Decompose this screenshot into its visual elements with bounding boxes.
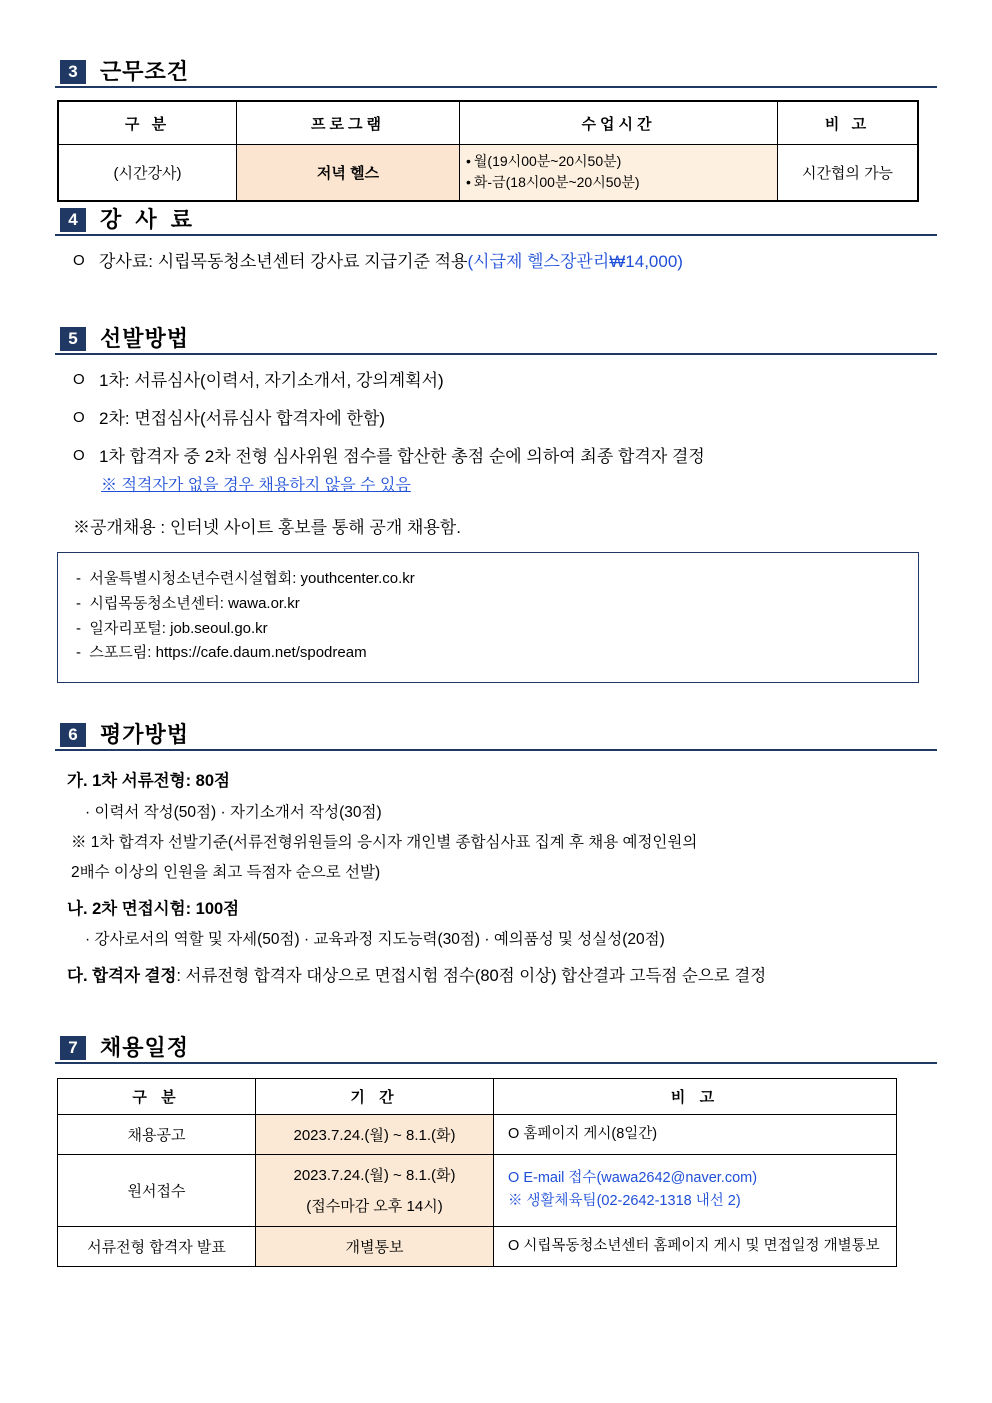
list-item <box>73 250 937 274</box>
table-row <box>58 145 918 201</box>
cell-remark <box>494 1114 897 1154</box>
section-number: 6 <box>60 723 86 747</box>
selection-list <box>55 369 937 497</box>
site-line: - 스포드림: https://cafe.daum.net/spodream <box>76 644 367 662</box>
table-header-row <box>58 1078 897 1114</box>
site-line: - 일자리포털: job.seoul.go.kr <box>76 619 268 637</box>
fee-list <box>55 250 937 274</box>
eval-a-note-1: ※ 1차 합격자 선발기준(서류전형위원들의 응시자 개인별 종합심사표 집계 후 채용 예정인원의 <box>71 833 698 851</box>
eval-a-note-2: 2배수 이상의 인원을 최고 득점자 순으로 선발) <box>71 863 381 881</box>
col-remark: 비 고 <box>494 1078 897 1114</box>
table-row <box>58 1154 897 1226</box>
cell-period <box>256 1154 494 1226</box>
section-number: 5 <box>60 327 86 351</box>
cell-period: 개별통보 <box>256 1226 494 1266</box>
fee-text: 강사료: 시립목동청소년센터 강사료 지급기준 적용 <box>99 251 468 271</box>
section-title: 선발방법 <box>100 326 190 352</box>
cell-division: 서류전형 합격자 발표 <box>58 1226 256 1266</box>
col-remark: 비 고 <box>778 101 919 145</box>
eval-b-sub: · 강사로서의 역할 및 자세(50점) · 교육과정 지도능력(30점) · 예의품성 및 성실성(20점) <box>85 931 665 949</box>
public-recruit-note: ※공개채용 : 인터넷 사이트 홍보를 통해 공개 채용함. <box>73 518 461 538</box>
selection-item-text: 1차 합격자 중 2차 전형 심사위원 점수를 합산한 총점 순에 의하여 최종 합격자 결정 <box>99 446 705 466</box>
work-conditions-table <box>57 100 919 202</box>
cell-division: (시간강사) <box>58 145 237 201</box>
eval-c <box>67 964 937 990</box>
schedule-table <box>57 1078 897 1267</box>
section-header-fee <box>55 208 937 236</box>
fee-text-blue: (시급제 헬스장관리₩14,000) <box>467 251 683 271</box>
cell-remark <box>494 1154 897 1226</box>
class-time-line-1: • 월(19시00분~20시50분) <box>466 151 771 172</box>
section-title: 평가방법 <box>100 722 190 748</box>
section-header-work <box>55 60 937 88</box>
section-number: 4 <box>60 208 86 232</box>
eval-a-sub: · 이력서 작성(50점) · 자기소개서 작성(30점) <box>85 803 382 821</box>
table-row <box>58 1226 897 1266</box>
remark-line: O 홈페이지 게시(8일간) <box>508 1126 657 1142</box>
recruit-sites-box <box>57 552 919 683</box>
site-line: - 시립목동청소년센터: wawa.or.kr <box>76 594 300 612</box>
col-period: 기 간 <box>256 1078 494 1114</box>
table-row <box>58 1114 897 1154</box>
cell-program: 저녁 헬스 <box>237 145 460 201</box>
eval-a-label: 가. 1차 서류전형: 80점 <box>67 772 230 791</box>
remark-line-email: O E-mail 접수(wawa2642@naver.com) <box>508 1167 890 1190</box>
remark-line: O 시립목동청소년센터 홈페이지 게시 및 면접일정 개별통보 <box>508 1238 880 1254</box>
section-number: 3 <box>60 60 86 84</box>
section-header-schedule <box>55 1036 937 1064</box>
section-number: 7 <box>60 1036 86 1060</box>
col-program: 프로그램 <box>237 101 460 145</box>
list-item: O 1차: 서류심사(이력서, 자기소개서, 강의계획서) <box>73 369 937 393</box>
col-division: 구 분 <box>58 1078 256 1114</box>
col-class-time: 수업시간 <box>460 101 778 145</box>
class-time-line-2: • 화-금(18시00분~20시50분) <box>466 172 771 193</box>
cell-period: 2023.7.24.(월) ~ 8.1.(화) <box>256 1114 494 1154</box>
list-item <box>73 445 937 497</box>
site-line: - 서울특별시청소년수련시설협회: youthcenter.co.kr <box>76 570 415 588</box>
cell-remark: 시간협의 가능 <box>778 145 919 201</box>
col-division: 구 분 <box>58 101 237 145</box>
section-title: 채용일정 <box>100 1034 190 1060</box>
table-header-row <box>58 101 918 145</box>
evaluation-block <box>67 769 937 990</box>
remark-line-phone: ※ 생활체육팀(02-2642-1318 내선 2) <box>508 1190 890 1213</box>
cell-class-time <box>460 145 778 201</box>
section-title: 강 사 료 <box>100 206 196 232</box>
selection-note: ※ 적격자가 없을 경우 채용하지 않을 수 있음 <box>101 476 411 494</box>
period-line-2: (접수마감 오후 14시) <box>306 1198 443 1216</box>
section-header-eval <box>55 723 937 751</box>
list-item: O 2차: 면접심사(서류심사 합격자에 한함) <box>73 407 937 431</box>
section-header-select <box>55 327 937 355</box>
cell-division: 채용공고 <box>58 1114 256 1154</box>
eval-c-label: 다. 합격자 결정 <box>67 967 177 986</box>
section-title: 근무조건 <box>100 59 190 84</box>
cell-division: 원서접수 <box>58 1154 256 1226</box>
cell-remark <box>494 1226 897 1266</box>
eval-b-label: 나. 2차 면접시험: 100점 <box>67 899 240 918</box>
eval-c-text: : 서류전형 합격자 대상으로 면접시험 점수(80점 이상) 합산결과 고득점 순으로 결정 <box>176 967 767 986</box>
period-line-1: 2023.7.24.(월) ~ 8.1.(화) <box>293 1167 456 1185</box>
